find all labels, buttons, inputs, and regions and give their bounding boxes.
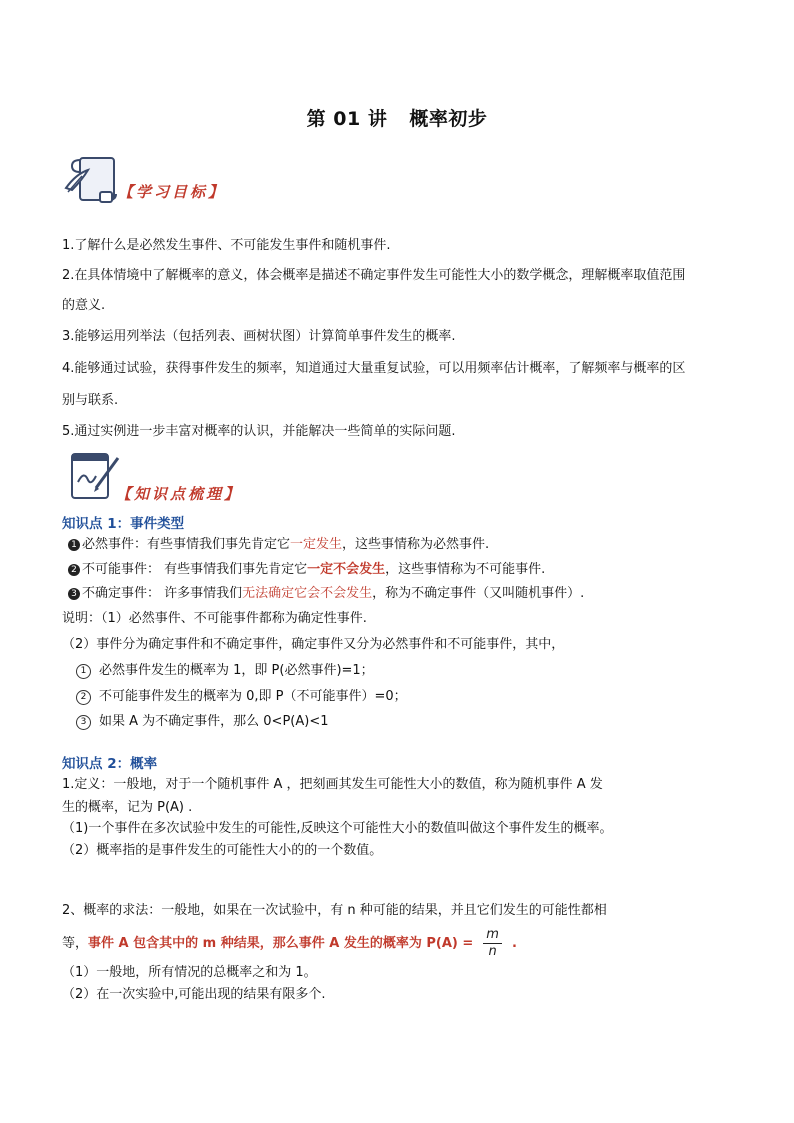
- goal-item: 5.通过实例进一步丰富对概率的认识，并能解决一些简单的实际问题.: [62, 424, 456, 439]
- kp1-note: 说明：（1）必然事件、不可能事件都称为确定性事件.: [62, 611, 367, 626]
- goal-item: 别与联系.: [62, 393, 119, 408]
- goal-item: 1.了解什么是必然发生事件、不可能发生事件和随机事件.: [62, 238, 391, 253]
- fraction-numerator: m: [483, 927, 502, 944]
- kp1-item-certain: [68, 536, 489, 554]
- kp1-heading: 知识点 1：事件类型: [62, 516, 185, 532]
- kp1-item-highlight: 无法确定它会不会发生: [242, 586, 373, 601]
- kp2-calc-end: .: [511, 936, 517, 951]
- lecture-number: 第 01 讲: [306, 108, 388, 130]
- kp1-subitem: [76, 688, 407, 706]
- kp1-subitem-text: 必然事件发生的概率为 1，即 P(必然事件)=1；: [99, 663, 374, 678]
- goal-item: 4.能够通过试验，获得事件发生的频率，知道通过大量重复试验，可以用频率估计概率，了解频率与概率的区: [62, 361, 686, 376]
- kp1-item-impossible: [68, 561, 545, 579]
- lecture-topic: 概率初步: [409, 108, 488, 130]
- kp2-calc-text: 等，: [62, 936, 89, 951]
- circled-number: 2: [76, 690, 91, 705]
- kp2-definition: 1.定义：一般地，对于一个随机事件 A ，把刻画其发生可能性大小的数值，称为随机事件 A 发: [62, 777, 603, 792]
- kp2-note: （2）在一次实验中,可能出现的结果有限多个.: [62, 987, 326, 1002]
- kp1-subitem: [76, 662, 374, 680]
- kp2-calc: 2、概率的求法：一般地，如果在一次试验中，有 n 种可能的结果，并且它们发生的可能性都相: [62, 903, 607, 918]
- scroll-quill-icon: [62, 152, 126, 210]
- goal-item: 2.在具体情境中了解概率的意义，体会概率是描述不确定事件发生可能性大小的数学概念，理解概率取值范围: [62, 268, 686, 283]
- page-title: [0, 104, 794, 131]
- circled-number: 3: [76, 715, 91, 730]
- kp1-item-text: 不可能事件： 有些事情我们事先肯定它: [82, 562, 308, 577]
- kp1-item-text: ，这些事情称为不可能事件.: [385, 562, 546, 577]
- kp1-item-highlight: 一定发生: [290, 537, 343, 552]
- kp2-note: （1)一个事件在多次试验中发生的可能性,反映这个可能性大小的数值叫做这个事件发生的概率。: [62, 821, 613, 836]
- goals-banner: 【学习目标】: [118, 183, 227, 201]
- kp1-item-text: ，这些事情称为必然事件.: [342, 537, 490, 552]
- kp1-item-text: 必然事件：有些事情我们事先肯定它: [82, 537, 291, 552]
- kp2-definition: 生的概率，记为 P(A) .: [62, 800, 193, 815]
- number-badge: 2: [68, 564, 80, 576]
- kp2-heading: 知识点 2：概率: [62, 756, 158, 772]
- kp1-item-uncertain: [68, 585, 584, 603]
- kp2-note: （1）一般地，所有情况的总概率之和为 1。: [62, 965, 317, 980]
- kp1-item-text: 不确定事件： 许多事情我们: [82, 586, 243, 601]
- goal-item: 3.能够运用列举法（包括列表、画树状图）计算简单事件发生的概率.: [62, 329, 456, 344]
- number-badge: 1: [68, 539, 80, 551]
- knowledge-banner: 【知识点梳理】: [116, 485, 243, 503]
- kp1-item-highlight: 一定不会发生: [307, 562, 386, 577]
- kp1-subitem-text: 不可能事件发生的概率为 0,即 P（不可能事件）=0；: [99, 689, 407, 704]
- kp1-subitem: [76, 713, 329, 731]
- fraction-m-over-n: [483, 927, 502, 960]
- circled-number: 1: [76, 664, 91, 679]
- kp1-note: （2）事件分为确定事件和不确定事件，确定事件又分为必然事件和不可能事件，其中，: [62, 637, 565, 652]
- kp2-calc-formula: [62, 924, 517, 964]
- number-badge: 3: [68, 588, 80, 600]
- kp1-item-text: ，称为不确定事件（又叫随机事件）.: [372, 586, 585, 601]
- kp1-subitem-text: 如果 A 为不确定事件，那么 0<P(A)<1: [99, 714, 329, 729]
- kp2-note: （2）概率指的是事件发生的可能性大小的的一个数值。: [62, 843, 383, 858]
- goal-item: 的意义.: [62, 298, 106, 313]
- kp2-calc-highlight: 事件 A 包含其中的 m 种结果，那么事件 A 发生的概率为 P(A) =: [88, 936, 474, 951]
- fraction-denominator: n: [488, 944, 497, 959]
